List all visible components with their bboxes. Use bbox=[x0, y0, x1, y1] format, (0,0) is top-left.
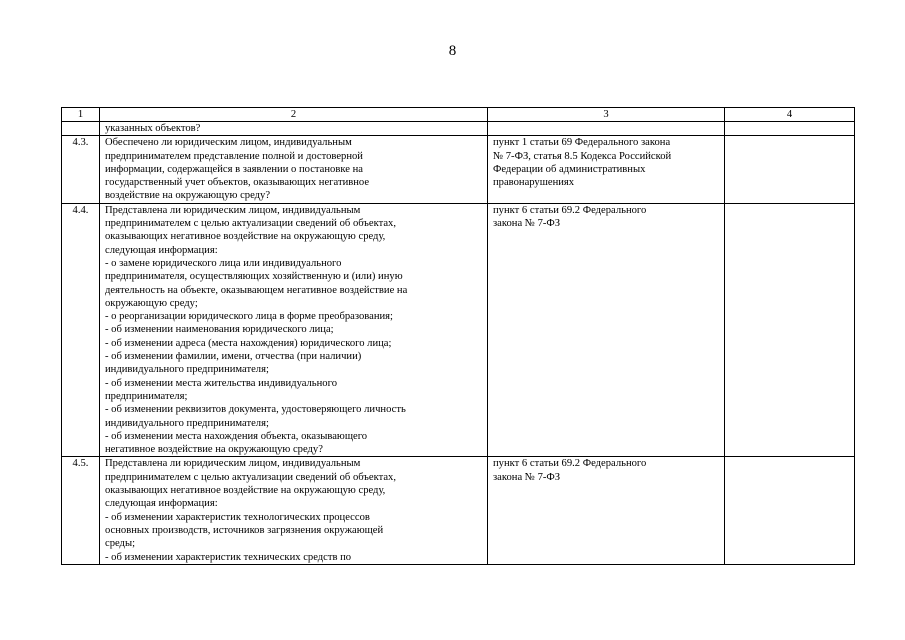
requirement-line: оказывающих негативное воздействие на окружающую среду, bbox=[105, 485, 386, 497]
table-row bbox=[62, 136, 855, 203]
continuation-row bbox=[62, 122, 855, 136]
requirement-line: индивидуального предпринимателя; bbox=[105, 364, 269, 376]
note-cell bbox=[725, 136, 855, 203]
reference-line: пункт 6 статьи 69.2 Федерального bbox=[493, 458, 647, 470]
requirement-line: среды; bbox=[105, 538, 136, 550]
requirement-line: - об изменении места жительства индивидуального bbox=[105, 377, 337, 389]
reference-line: закона № 7-ФЗ bbox=[493, 218, 561, 230]
page-number: 8 bbox=[448, 43, 457, 59]
requirement-cell bbox=[100, 457, 488, 564]
reference-cell bbox=[488, 203, 725, 457]
requirement-line: Представлена ли юридическим лицом, индивидуальным bbox=[105, 458, 361, 470]
requirement-line: - об изменении наименования юридического лица; bbox=[105, 324, 334, 336]
requirement-line: предпринимателем представление полной и достоверной bbox=[105, 150, 363, 162]
requirement-cell bbox=[100, 136, 488, 203]
requirements-table bbox=[61, 107, 855, 565]
reference-line: правонарушениях bbox=[493, 177, 575, 189]
requirement-line: информации, содержащейся в заявлении о постановке на bbox=[105, 163, 363, 175]
note-cell bbox=[725, 203, 855, 457]
requirement-line: предпринимателем с целью актуализации сведений об объектах, bbox=[105, 218, 396, 230]
requirement-line: государственный учет объектов, оказывающих негативное bbox=[105, 177, 370, 189]
item-number-cell bbox=[62, 122, 100, 136]
reference-line: пункт 6 статьи 69.2 Федерального bbox=[493, 204, 647, 216]
column-number-row bbox=[62, 108, 855, 122]
reference-cell bbox=[488, 136, 725, 203]
requirement-line: оказывающих негативное воздействие на окружающую среду, bbox=[105, 231, 386, 243]
requirement-line: - об изменении характеристик технических средств по bbox=[105, 551, 352, 563]
requirement-line: основных производств, источников загрязнения окружающей bbox=[105, 524, 384, 536]
reference-cell bbox=[488, 122, 725, 136]
requirement-line: - об изменении фамилии, имени, отчества (при наличии) bbox=[105, 351, 362, 363]
requirement-line: следующая информация: bbox=[105, 498, 218, 510]
item-number-cell: 4.4. bbox=[62, 203, 100, 457]
requirement-line: Обеспечено ли юридическим лицом, индивидуальным bbox=[105, 137, 352, 149]
requirement-line: предпринимателем с целью актуализации сведений об объектах, bbox=[105, 471, 396, 483]
requirement-line: - о реорганизации юридического лица в форме преобразования; bbox=[105, 311, 393, 323]
requirement-cell bbox=[100, 122, 488, 136]
item-number-cell: 4.5. bbox=[62, 457, 100, 564]
requirement-line: - о замене юридического лица или индивидуального bbox=[105, 257, 342, 269]
reference-line: закона № 7-ФЗ bbox=[493, 471, 561, 483]
requirement-line: - об изменении реквизитов документа, удостоверяющего личность bbox=[105, 404, 406, 416]
requirement-line: окружающую среду; bbox=[105, 297, 198, 309]
requirement-line: - об изменении адреса (места нахождения) юридического лица; bbox=[105, 337, 392, 349]
table-row bbox=[62, 457, 855, 564]
note-cell bbox=[725, 457, 855, 564]
note-cell bbox=[725, 122, 855, 136]
requirement-line: деятельность на объекте, оказывающем негативное воздействие на bbox=[105, 284, 408, 296]
requirement-line: предпринимателя, осуществляющих хозяйственную и (или) иную bbox=[105, 271, 403, 283]
requirement-line: указанных объектов? bbox=[105, 123, 201, 134]
requirement-line: воздействие на окружающую среду? bbox=[105, 190, 271, 202]
requirement-line: негативное воздействие на окружающую среду? bbox=[105, 444, 323, 456]
reference-line: № 7-ФЗ, статья 8.5 Кодекса Российской bbox=[493, 150, 672, 162]
requirement-line: Представлена ли юридическим лицом, индивидуальным bbox=[105, 204, 361, 216]
requirement-line: - об изменении места нахождения объекта, оказывающего bbox=[105, 430, 368, 442]
requirement-cell bbox=[100, 203, 488, 457]
table-row bbox=[62, 203, 855, 457]
reference-cell bbox=[488, 457, 725, 564]
column-number-3: 3 bbox=[488, 108, 725, 122]
column-number-2: 2 bbox=[100, 108, 488, 122]
requirement-line: - об изменении характеристик технологических процессов bbox=[105, 511, 370, 523]
reference-line: пункт 1 статьи 69 Федерального закона bbox=[493, 137, 671, 149]
column-number-1: 1 bbox=[62, 108, 100, 122]
item-number-cell: 4.3. bbox=[62, 136, 100, 203]
requirement-line: следующая информация: bbox=[105, 244, 218, 256]
column-number-4: 4 bbox=[725, 108, 855, 122]
requirement-line: предпринимателя; bbox=[105, 390, 188, 402]
reference-line: Федерации об административных bbox=[493, 163, 646, 175]
requirement-line: индивидуального предпринимателя; bbox=[105, 417, 269, 429]
